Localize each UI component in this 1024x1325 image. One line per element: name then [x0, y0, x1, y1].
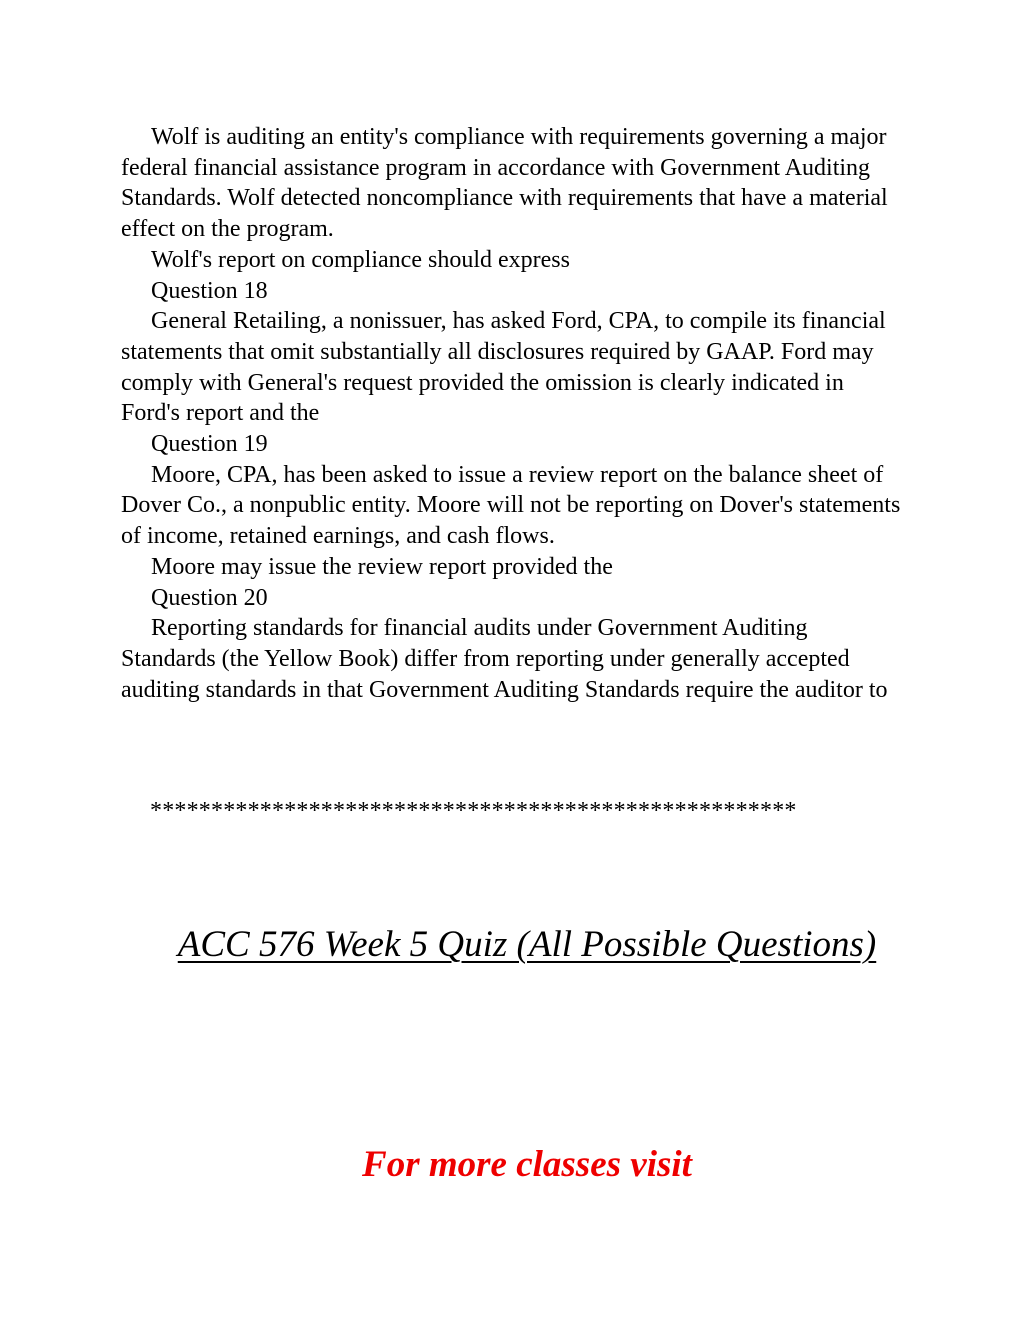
- asterisk-separator: *****************************************************: [150, 798, 797, 824]
- question-number: Question 18: [151, 277, 268, 304]
- question-prompt: Moore may issue the review report provided the: [151, 553, 613, 580]
- question-text-block: [121, 122, 901, 705]
- question-paragraph: Moore, CPA, has been asked to issue a review report on the balance sheet of Dover Co., a nonpublic entity. Moore will not be reporting on Dover's statements of income, retained earnings, and cash flows.: [121, 461, 901, 550]
- question-number: Question 19: [151, 431, 268, 458]
- question-paragraph: General Retailing, a nonissuer, has asked Ford, CPA, to compile its financial statements that omit substantially all disclosures required by GAAP. Ford may comply with General's request provided the omission is clearly indicated in Ford's report and the: [121, 308, 886, 427]
- more-classes-heading: For more classes visit: [362, 1144, 692, 1185]
- question-paragraph: Reporting standards for financial audits under Government Auditing Standards (the Yellow Book) differ from reporting under generally accepted auditing standards in that Government Auditing Standards require the auditor to: [121, 615, 888, 703]
- question-prompt: Wolf's report on compliance should express: [151, 246, 570, 273]
- question-number: Question 20: [151, 584, 268, 611]
- question-paragraph: Wolf is auditing an entity's compliance with requirements governing a major federal financial assistance program in accordance with Government Auditing Standards. Wolf detected noncompliance with requirements that have a material effect on the program.: [121, 124, 888, 243]
- quiz-title-link[interactable]: ACC 576 Week 5 Quiz (All Possible Questions): [177, 924, 877, 965]
